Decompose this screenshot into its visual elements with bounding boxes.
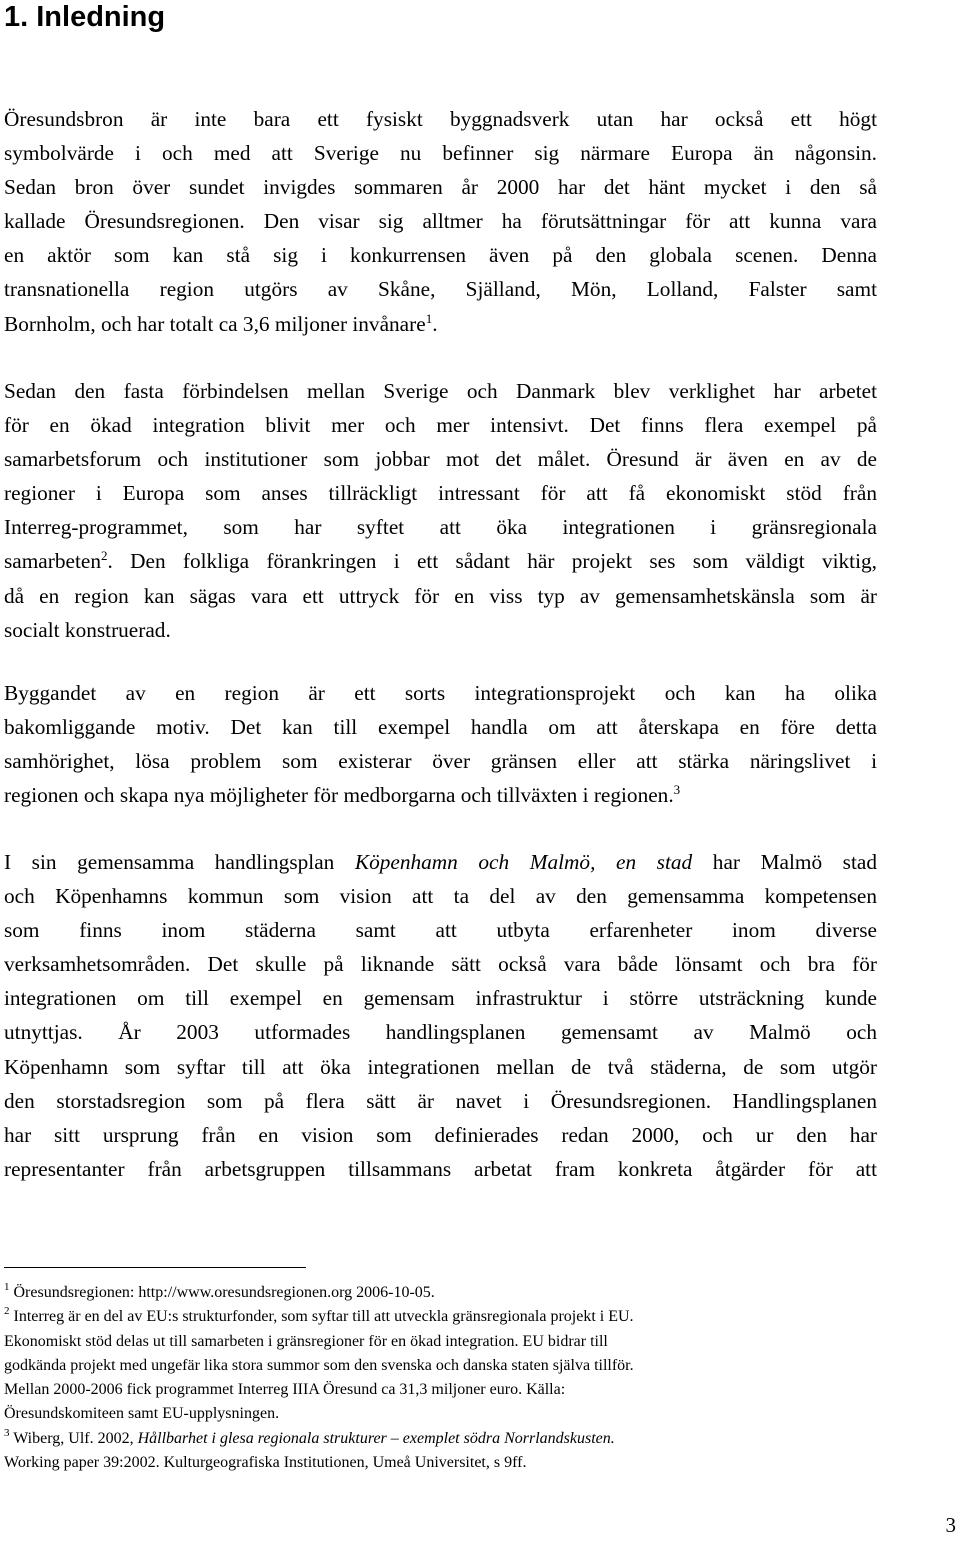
- text-line: för en ökad integration blivit mer och mer intensivt. Det finns flera exempel på: [4, 413, 877, 438]
- text-line: Interreg-programmet, som har syftet att öka integrationen i gränsregionala: [4, 515, 877, 540]
- text-line: kallade Öresundsregionen. Den visar sig alltmer ha förutsättningar för att kunna vara: [4, 209, 877, 234]
- footnotes: [4, 1281, 877, 1475]
- document-title-italic: Köpenhamn och Malmö, en stad: [354, 850, 693, 874]
- text-line: då en region kan sägas vara ett uttryck för en viss typ av gemensamhetskänsla som är: [4, 583, 877, 608]
- footnote-line: Working paper 39:2002. Kulturgeografiska Institutionen, Umeå Universitet, s 9ff.: [4, 1454, 527, 1472]
- text-line: Byggandet av en region är ett sorts integrationsprojekt och kan ha olika: [4, 681, 877, 705]
- text-line: [4, 845, 877, 879]
- footnote-line: [4, 1305, 877, 1329]
- text-line: verksamhetsområden. Det skulle på liknande sätt också vara både lönsamt och bra för: [4, 952, 877, 977]
- footnote-ref-2: 2: [100, 548, 108, 564]
- text-segment: har Malmö stad: [692, 850, 877, 874]
- footnote-ref-3: 3: [673, 782, 681, 798]
- text-line: [4, 544, 877, 578]
- text-line: Sedan den fasta förbindelsen mellan Sverige och Danmark blev verklighet har arbetet: [4, 379, 877, 403]
- text-line: och Köpenhamns kommun som vision att ta del av den gemensamma kompetensen: [4, 884, 877, 909]
- footnote-text: Interreg är en del av EU:s strukturfonder, som syftar till att utveckla gränsregionala projekt i EU.: [13, 1308, 634, 1326]
- footnote-line: [4, 1281, 877, 1305]
- text-line: har sitt ursprung från en vision som definierades redan 2000, och ur den har: [4, 1122, 877, 1147]
- text-line: utnyttjas. År 2003 utformades handlingsplanen gemensamt av Malmö och: [4, 1020, 877, 1045]
- text-line: integrationen om till exempel en gemensam infrastruktur i större utsträckning kunde: [4, 986, 877, 1011]
- footnote-line: Öresundskomiteen samt EU-upplysningen.: [4, 1405, 280, 1423]
- footnote-line: Mellan 2000-2006 fick programmet Interreg IIIA Öresund ca 31,3 miljoner euro. Källa:: [4, 1381, 566, 1399]
- text-line: transnationella region utgörs av Skåne, Själland, Mön, Lolland, Falster samt: [4, 277, 877, 302]
- text-line: [4, 307, 877, 341]
- footnote-3: [4, 1427, 877, 1476]
- footnote-number: 2: [4, 1305, 10, 1318]
- paragraph-4: [4, 845, 877, 1186]
- text-line: bakomliggande motiv. Det kan till exempel handla om att återskapa en före detta: [4, 715, 877, 740]
- footnote-text: Öresundsregionen: http://www.oresundsregionen.org 2006-10-05.: [13, 1284, 435, 1301]
- paragraph-2: [4, 374, 877, 647]
- text-line: socialt konstruerad.: [4, 617, 171, 642]
- footnote-line: [4, 1427, 877, 1451]
- text-segment: regionen och skapa nya möjligheter för medborgarna och tillväxten i regionen.: [4, 783, 674, 808]
- text-line: symbolvärde i och med att Sverige nu befinner sig närmare Europa än någonsin.: [4, 141, 877, 166]
- text-line: representanter från arbetsgruppen tillsammans arbetat fram konkreta åtgärder för att: [4, 1156, 877, 1181]
- text-line: samarbetsforum och institutioner som jobbar mot det målet. Öresund är även en av de: [4, 447, 877, 472]
- text-line: [4, 778, 877, 812]
- footnote-separator: [4, 1267, 306, 1268]
- text-line: den storstadsregion som på flera sätt är navet i Öresundsregionen. Handlingsplanen: [4, 1088, 877, 1113]
- text-segment: samarbeten: [4, 549, 101, 574]
- text-line: en aktör som kan stå sig i konkurrensen även på den globala scenen. Denna: [4, 243, 877, 268]
- paragraph-3: [4, 676, 877, 812]
- footnote-number: 3: [4, 1426, 10, 1439]
- footnote-2: [4, 1305, 877, 1426]
- footnote-text: Wiberg, Ulf. 2002,: [13, 1429, 138, 1447]
- text-line: samhörighet, lösa problem som existerar över gränsen eller att stärka näringslivet i: [4, 749, 877, 774]
- text-line: Sedan bron över sundet invigdes sommaren år 2000 har det hänt mycket i den så: [4, 175, 877, 200]
- footnote-ref-1: 1: [425, 310, 433, 326]
- text-line: Öresundsbron är inte bara ett fysiskt byggnadsverk utan har också ett högt: [4, 107, 877, 131]
- text-segment: Bornholm, och har totalt ca 3,6 miljoner invånare: [4, 311, 426, 336]
- footnote-line: Ekonomiskt stöd delas ut till samarbeten i gränsregioner för en ökad integration. EU bidrar till: [4, 1332, 608, 1350]
- page-number: 3: [945, 1513, 956, 1537]
- text-segment: . Den folkliga förankringen i ett sådant här projekt ses som väldigt viktig,: [107, 549, 877, 574]
- section-heading: 1. Inledning: [4, 1, 166, 33]
- text-line: regioner i Europa som anses tillräckligt intressant för att få ekonomiskt stöd från: [4, 481, 877, 506]
- footnote-1: [4, 1281, 877, 1305]
- footnote-number: 1: [4, 1281, 10, 1293]
- text-segment: I sin gemensamma handlingsplan: [4, 850, 355, 874]
- text-line: som finns inom städerna samt att utbyta erfarenheter inom diverse: [4, 918, 877, 943]
- text-line: Köpenhamn som syftar till att öka integrationen mellan de två städerna, de som utgör: [4, 1054, 877, 1079]
- footnote-line: godkända projekt med ungefär lika stora summor som den svenska och danska staten själva tillför.: [4, 1356, 634, 1374]
- footnote-title-italic: Hållbarhet i glesa regionala strukturer – exemplet södra Norrlandskusten.: [137, 1429, 615, 1447]
- text-segment: .: [432, 311, 438, 336]
- paragraph-1: [4, 102, 877, 341]
